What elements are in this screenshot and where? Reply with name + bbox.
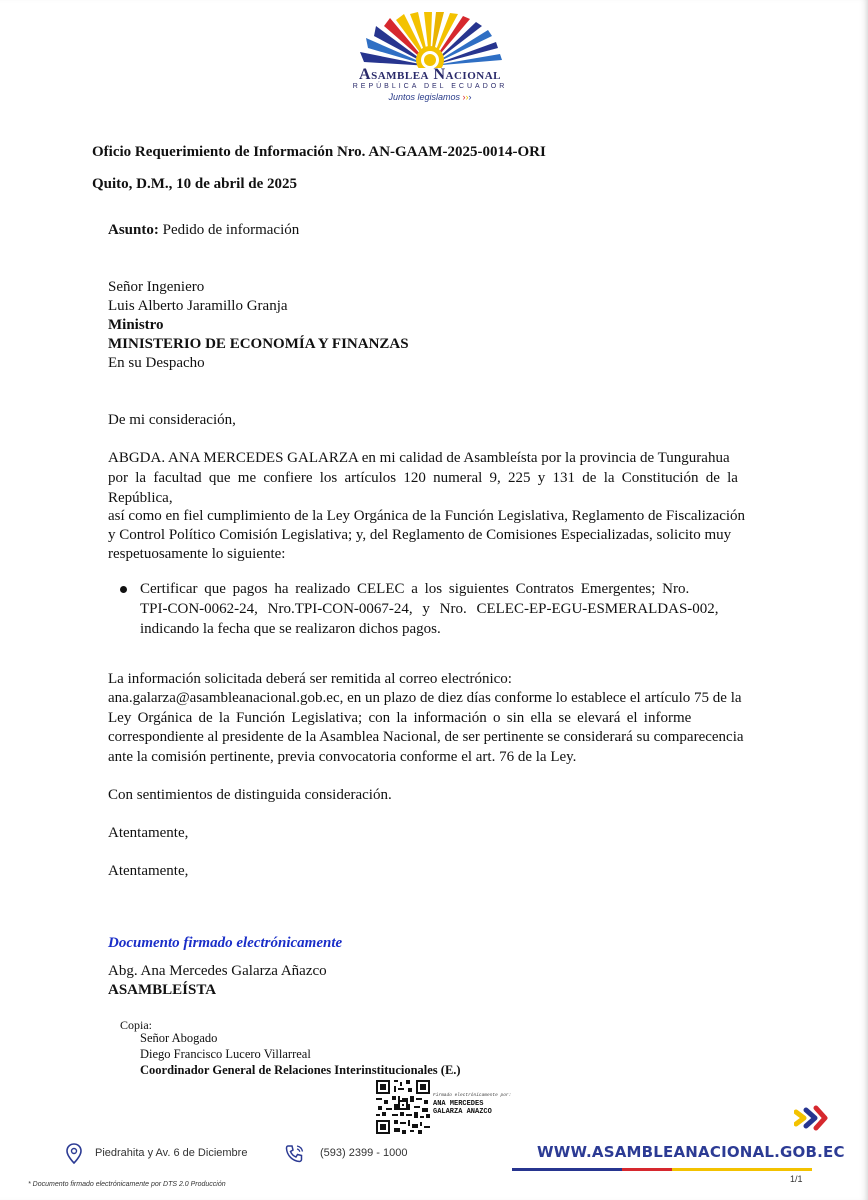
oficio-number: Oficio Requerimiento de Información Nro. AN-GAAM-2025-0014-ORI [92, 144, 546, 160]
recipient-role: Ministro [108, 317, 164, 333]
greeting: De mi consideración, [108, 412, 236, 428]
copy-role: Coordinador General de Relaciones Interinstitucionales (E.) [140, 1063, 461, 1077]
recipient-name: Luis Alberto Jaramillo Granja [108, 298, 288, 314]
paragraph-line: ABGDA. ANA MERCEDES GALARZA en mi calidad de Asambleísta por la provincia de Tungurahua [108, 450, 730, 466]
subject-line [108, 221, 299, 240]
sign-off: Atentamente, [108, 825, 189, 841]
signer-name: Abg. Ana Mercedes Galarza Añazco [108, 963, 327, 979]
qr-signer-line: GALARZA ANAZCO [433, 1108, 492, 1116]
paragraph-line: respetuosamente lo siguiente: [108, 546, 286, 562]
copy-name: Diego Francisco Lucero Villarreal [140, 1047, 311, 1061]
paragraph-line: ante la comisión pertinente, previa convocatoria conforme el art. 76 de la Ley. [108, 749, 577, 765]
footer-website[interactable]: WWW.ASAMBLEANACIONAL.GOB.EC [537, 1143, 845, 1161]
paragraph-line: República, [108, 490, 173, 506]
bullet-line: Certificar que pagos ha realizado CELEC a los siguientes Contratos Emergentes; Nro. [140, 581, 690, 597]
paragraph-line: Ley Orgánica de la Función Legislativa; con la información o sin ella se elevará el informe [108, 710, 692, 726]
recipient-location: En su Despacho [108, 355, 205, 371]
brand-chevrons-icon [794, 1104, 828, 1132]
sunburst-emblem-icon [330, 12, 530, 68]
paragraph-line: y Control Político Comisión Legislativa; y, del Reglamento de Comisiones Especializadas, solicito muy [108, 527, 732, 543]
footer-phone: (593) 2399 - 1000 [320, 1147, 408, 1159]
subject-value: Pedido de información [162, 222, 300, 238]
org-subtitle: REPÚBLICA DEL ECUADOR [352, 83, 508, 90]
copy-title: Señor Abogado [140, 1031, 218, 1045]
paragraph-line: La información solicitada deberá ser remitida al correo electrónico: [108, 671, 512, 687]
dts-note: * Documento firmado electrónicamente por DTS 2.0 Producción [28, 1181, 226, 1188]
document-date: Quito, D.M., 10 de abril de 2025 [92, 176, 297, 192]
bullet-line: TPI-CON-0062-24, Nro.TPI-CON-0067-24, y Nro. CELEC-EP-EGU-ESMERALDAS-002, [140, 601, 719, 617]
signer-role: ASAMBLEÍSTA [108, 982, 217, 998]
qr-signature-caption [433, 1092, 511, 1116]
qr-signer-line: ANA MERCEDES [433, 1100, 484, 1108]
bullet-line: indicando la fecha que se realizaron dichos pagos. [140, 621, 441, 637]
signature-qr-code [376, 1080, 430, 1134]
page-number: 1/1 [790, 1174, 803, 1184]
assembly-logo [330, 12, 530, 102]
recipient-institution: MINISTERIO DE ECONOMÍA Y FINANZAS [108, 336, 409, 352]
slogan-chevrons-icon: › [462, 92, 466, 102]
footer-bar-red [622, 1168, 672, 1171]
org-name: Asamblea Nacional [359, 66, 501, 83]
phone-icon [284, 1144, 306, 1164]
location-pin-icon [66, 1143, 82, 1165]
closing-line: Con sentimientos de distinguida consideración. [108, 787, 392, 803]
org-slogan: Juntos legislamos ››› [388, 92, 472, 102]
paragraph-line: así como en fiel cumplimiento de la Ley Orgánica de la Función Legislativa, Reglamento de Fiscalización [108, 508, 746, 524]
qr-caption-small: Firmado electrónicamente por: [433, 1093, 512, 1098]
footer-color-bar [512, 1168, 812, 1171]
paragraph-line: por la facultad que me confiere los artículos 120 numeral 9, 225 y 131 de la Constitución de la [108, 470, 738, 486]
subject-label: Asunto: [108, 222, 159, 238]
signature-note: Documento firmado electrónicamente [108, 935, 343, 951]
paragraph-line: ana.galarza@asambleanacional.gob.ec, en un plazo de diez días conforme lo establece el artículo 75 de la [108, 690, 742, 706]
paragraph-line: correspondiente al presidente de la Asamblea Nacional, de ser pertinente se considerará su comparecencia [108, 729, 744, 745]
recipient-title: Señor Ingeniero [108, 279, 205, 295]
footer-bar-blue [512, 1168, 622, 1171]
sign-off: Atentamente, [108, 863, 189, 879]
copy-label: Copia: [120, 1018, 152, 1032]
bullet-icon [120, 586, 127, 593]
footer-address: Piedrahita y Av. 6 de Diciembre [95, 1147, 248, 1159]
